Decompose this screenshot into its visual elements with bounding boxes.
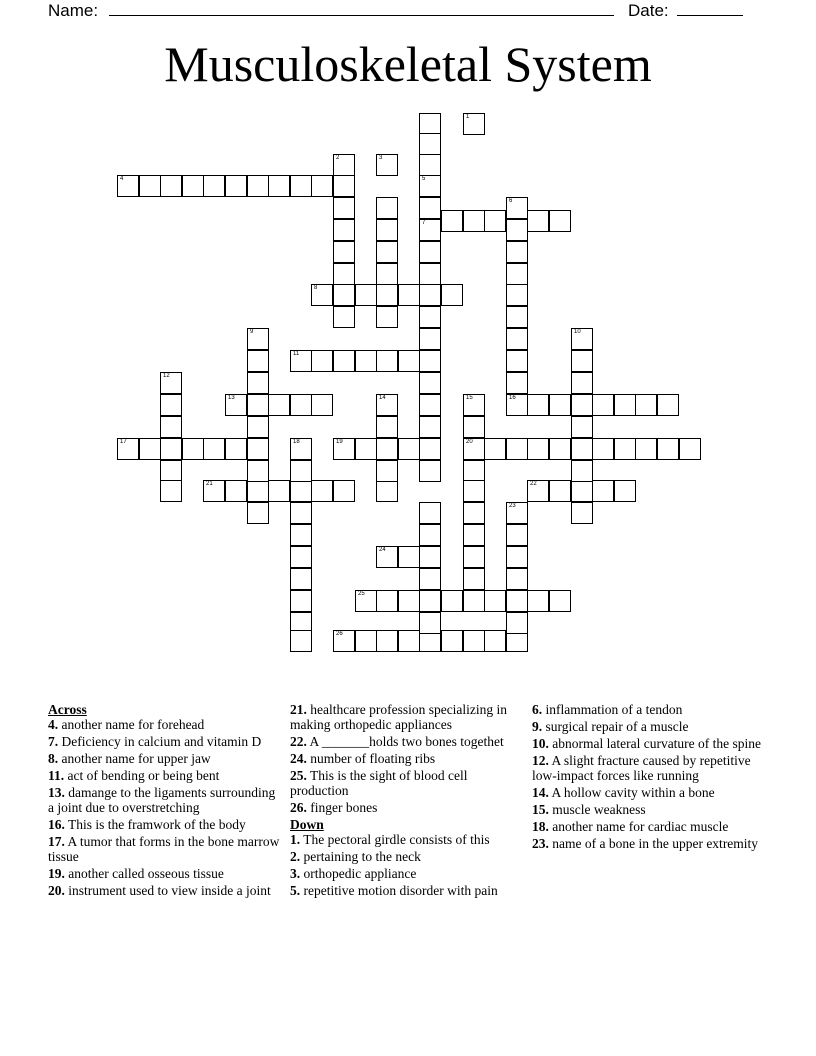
grid-cell[interactable]	[182, 175, 204, 197]
clue-item	[532, 702, 764, 717]
grid-cell[interactable]	[398, 630, 420, 652]
grid-cell[interactable]	[463, 438, 485, 460]
clue-text: A slight fracture caused by repetitive low-impact forces like running	[532, 753, 751, 783]
grid-cell[interactable]	[160, 175, 182, 197]
grid-cell[interactable]	[419, 350, 441, 372]
clue-number-label: 12.	[532, 753, 549, 768]
grid-cell[interactable]	[355, 438, 377, 460]
grid-cell[interactable]	[506, 284, 528, 306]
clue-number: 5	[422, 176, 426, 182]
grid-cell[interactable]	[419, 133, 441, 155]
clue-number: 25	[358, 591, 365, 597]
grid-cell[interactable]	[441, 590, 463, 612]
grid-cell[interactable]	[376, 197, 398, 219]
grid-cell[interactable]	[463, 630, 485, 652]
clue-text: another called osseous tissue	[64, 866, 224, 881]
clue-number: 11	[293, 351, 300, 357]
clues-column-3	[532, 702, 764, 853]
clue-number-label: 8.	[48, 751, 59, 766]
grid-cell[interactable]	[333, 480, 355, 502]
grid-cell[interactable]	[247, 175, 269, 197]
grid-cell[interactable]	[419, 263, 441, 285]
grid-cell[interactable]	[419, 590, 441, 612]
grid-cell[interactable]	[225, 438, 247, 460]
clues-column-2	[290, 702, 522, 900]
clue-item	[532, 836, 764, 851]
grid-cell[interactable]	[571, 460, 593, 482]
grid-cell[interactable]	[376, 546, 398, 568]
clue-number-label: 18.	[532, 819, 549, 834]
grid-cell[interactable]	[160, 372, 182, 394]
grid-cell[interactable]	[311, 350, 333, 372]
grid-cell[interactable]	[333, 630, 355, 652]
clue-number-label: 3.	[290, 866, 301, 881]
grid-cell[interactable]	[549, 480, 571, 502]
grid-cell[interactable]	[160, 480, 182, 502]
clue-item	[532, 753, 764, 783]
grid-cell[interactable]	[441, 630, 463, 652]
clue-number: 21	[206, 481, 213, 487]
clue-number: 22	[530, 481, 537, 487]
clue-text: act of bending or being bent	[64, 768, 220, 783]
clue-number-label: 23.	[532, 836, 549, 851]
grid-cell[interactable]	[355, 350, 377, 372]
down-heading: Down	[290, 817, 324, 832]
clue-number: 17	[120, 439, 127, 445]
grid-cell[interactable]	[247, 350, 269, 372]
grid-cell[interactable]	[160, 394, 182, 416]
grid-cell[interactable]	[527, 394, 549, 416]
grid-cell[interactable]	[419, 113, 441, 135]
clue-number-label: 19.	[48, 866, 65, 881]
grid-cell[interactable]	[311, 480, 333, 502]
page-title: Musculoskeletal System	[164, 36, 652, 92]
clue-item	[532, 736, 764, 751]
grid-cell[interactable]	[679, 438, 701, 460]
grid-cell[interactable]	[376, 154, 398, 176]
grid-cell[interactable]	[506, 438, 528, 460]
clue-text: name of a bone in the upper extremity	[548, 836, 759, 851]
grid-cell[interactable]	[463, 480, 485, 502]
clue-item	[48, 817, 280, 832]
clue-number: 23	[509, 503, 516, 509]
clue-text: This is the framwork of the body	[64, 817, 246, 832]
grid-cell[interactable]	[247, 480, 269, 502]
grid-cell[interactable]	[376, 480, 398, 502]
grid-cell[interactable]	[635, 438, 657, 460]
grid-cell[interactable]	[463, 502, 485, 524]
grid-cell[interactable]	[247, 328, 269, 350]
grid-cell[interactable]	[571, 480, 593, 502]
grid-cell[interactable]	[419, 284, 441, 306]
grid-cell[interactable]	[247, 460, 269, 482]
clue-number: 7	[422, 220, 426, 226]
down-clue-list-continued	[532, 702, 764, 851]
grid-cell[interactable]	[571, 350, 593, 372]
clue-item	[290, 849, 522, 864]
clue-text: another name for forehead	[58, 717, 205, 732]
clue-number-label: 10.	[532, 736, 549, 751]
grid-cell[interactable]	[268, 175, 290, 197]
clue-number: 13	[228, 395, 235, 401]
grid-cell[interactable]	[290, 175, 312, 197]
clue-text: A tumor that forms in the bone marrow tissue	[48, 834, 280, 864]
clue-text: Deficiency in calcium and vitamin D	[58, 734, 262, 749]
clue-number-label: 16.	[48, 817, 65, 832]
grid-cell[interactable]	[376, 263, 398, 285]
grid-cell[interactable]	[182, 438, 204, 460]
grid-cell[interactable]	[484, 630, 506, 652]
name-label: Name:	[48, 1, 99, 20]
clue-number-label: 17.	[48, 834, 65, 849]
grid-cell[interactable]	[506, 502, 528, 524]
clue-number: 24	[379, 547, 386, 553]
grid-cell[interactable]	[463, 524, 485, 546]
grid-cell[interactable]	[268, 480, 290, 502]
clue-number-label: 6.	[532, 702, 543, 717]
grid-cell[interactable]	[355, 590, 377, 612]
date-label: Date:	[628, 1, 669, 20]
grid-cell[interactable]	[463, 394, 485, 416]
clue-number-label: 25.	[290, 768, 307, 783]
grid-cell[interactable]	[290, 394, 312, 416]
grid-cell[interactable]	[463, 546, 485, 568]
grid-cell[interactable]	[139, 438, 161, 460]
grid-cell[interactable]	[290, 460, 312, 482]
clue-number: 15	[466, 395, 473, 401]
grid-cell[interactable]	[527, 210, 549, 232]
grid-cell[interactable]	[441, 210, 463, 232]
clue-text: abnormal lateral curvature of the spine	[548, 736, 762, 751]
clue-number-label: 2.	[290, 849, 301, 864]
grid-cell[interactable]	[376, 219, 398, 241]
clue-text: instrument used to view inside a joint	[64, 883, 271, 898]
clue-number-label: 20.	[48, 883, 65, 898]
clue-text: pertaining to the neck	[300, 849, 421, 864]
grid-cell[interactable]	[527, 590, 549, 612]
grid-cell[interactable]	[376, 306, 398, 328]
grid-cell[interactable]	[333, 241, 355, 263]
grid-cell[interactable]	[419, 416, 441, 438]
grid-cell[interactable]	[506, 524, 528, 546]
clue-text: damange to the ligaments surrounding a joint due to overstretching	[48, 785, 276, 815]
clue-item	[48, 768, 280, 783]
grid-cell[interactable]	[117, 438, 139, 460]
grid-cell[interactable]	[506, 219, 528, 241]
grid-cell[interactable]	[398, 546, 420, 568]
grid-cell[interactable]	[247, 394, 269, 416]
clue-number-label: 13.	[48, 785, 65, 800]
clue-text: muscle weakness	[548, 802, 646, 817]
clue-text: healthcare profession specializing in making orthopedic appliances	[290, 702, 508, 732]
grid-cell[interactable]	[398, 438, 420, 460]
grid-cell[interactable]	[203, 175, 225, 197]
grid-cell[interactable]	[268, 394, 290, 416]
across-heading: Across	[48, 702, 87, 717]
grid-cell[interactable]	[549, 438, 571, 460]
clue-item	[48, 785, 280, 815]
clue-number: 2	[336, 155, 340, 161]
clue-item	[532, 785, 764, 800]
clue-item	[48, 734, 280, 749]
clue-item	[290, 832, 522, 847]
grid-cell[interactable]	[571, 416, 593, 438]
clue-number: 3	[379, 155, 383, 161]
grid-cell[interactable]	[290, 350, 312, 372]
clue-text: number of floating ribs	[306, 751, 436, 766]
grid-cell[interactable]	[160, 438, 182, 460]
grid-cell[interactable]	[419, 306, 441, 328]
grid-cell[interactable]	[527, 480, 549, 502]
grid-cell[interactable]	[376, 460, 398, 482]
clue-text: This is the sight of blood cell production	[290, 768, 468, 798]
clue-text: another name for upper jaw	[58, 751, 211, 766]
grid-cell[interactable]	[506, 590, 528, 612]
clue-number-label: 1.	[290, 832, 301, 847]
grid-cell[interactable]	[225, 175, 247, 197]
clue-number: 18	[293, 439, 300, 445]
grid-cell[interactable]	[571, 438, 593, 460]
grid-cell[interactable]	[506, 568, 528, 590]
clue-number: 16	[509, 395, 516, 401]
clue-item	[290, 734, 522, 749]
grid-cell[interactable]	[419, 197, 441, 219]
clue-item	[48, 717, 280, 732]
grid-cell[interactable]	[290, 524, 312, 546]
across-clue-list	[48, 717, 280, 898]
clue-number: 6	[509, 198, 513, 204]
clue-number-label: 5.	[290, 883, 301, 898]
grid-cell[interactable]	[506, 263, 528, 285]
grid-cell[interactable]	[398, 350, 420, 372]
grid-cell[interactable]	[419, 438, 441, 460]
clue-number: 12	[163, 373, 170, 379]
grid-cell[interactable]	[203, 480, 225, 502]
grid-cell[interactable]	[333, 438, 355, 460]
grid-cell[interactable]	[506, 306, 528, 328]
clue-number: 8	[314, 285, 318, 291]
grid-cell[interactable]	[441, 284, 463, 306]
grid-cell[interactable]	[160, 416, 182, 438]
grid-cell[interactable]	[376, 416, 398, 438]
clue-item	[290, 866, 522, 881]
grid-cell[interactable]	[419, 175, 441, 197]
clue-number-label: 21.	[290, 702, 307, 717]
grid-cell[interactable]	[139, 175, 161, 197]
grid-cell[interactable]	[290, 630, 312, 652]
grid-cell[interactable]	[463, 416, 485, 438]
clue-number-label: 4.	[48, 717, 59, 732]
grid-cell[interactable]	[311, 175, 333, 197]
grid-cell[interactable]	[290, 546, 312, 568]
grid-cell[interactable]	[527, 438, 549, 460]
grid-cell[interactable]	[419, 372, 441, 394]
grid-cell[interactable]	[419, 502, 441, 524]
grid-cell[interactable]	[506, 350, 528, 372]
clue-item	[532, 802, 764, 817]
clue-item	[48, 751, 280, 766]
grid-cell[interactable]	[376, 284, 398, 306]
grid-cell[interactable]	[419, 394, 441, 416]
grid-cell[interactable]	[333, 263, 355, 285]
clue-number: 9	[250, 329, 254, 335]
clue-number: 26	[336, 631, 343, 637]
grid-cell[interactable]	[376, 590, 398, 612]
grid-cell[interactable]	[484, 590, 506, 612]
clue-item	[290, 768, 522, 798]
grid-cell[interactable]	[463, 590, 485, 612]
clue-text: A _______holds two bones togethet	[306, 734, 504, 749]
grid-cell[interactable]	[333, 197, 355, 219]
grid-cell[interactable]	[290, 480, 312, 502]
grid-cell[interactable]	[333, 175, 355, 197]
grid-cell[interactable]	[376, 630, 398, 652]
grid-cell[interactable]	[614, 394, 636, 416]
grid-cell[interactable]	[247, 416, 269, 438]
clue-item	[48, 866, 280, 881]
clue-number: 14	[379, 395, 386, 401]
grid-cell[interactable]	[419, 568, 441, 590]
grid-cell[interactable]	[571, 502, 593, 524]
clue-number: 1	[466, 114, 470, 120]
grid-cell[interactable]	[290, 502, 312, 524]
grid-cell[interactable]	[463, 460, 485, 482]
grid-cell[interactable]	[571, 328, 593, 350]
grid-cell[interactable]	[398, 590, 420, 612]
clue-item	[290, 702, 522, 732]
clue-number: 19	[336, 439, 343, 445]
clue-number: 4	[120, 176, 124, 182]
grid-cell[interactable]	[419, 460, 441, 482]
grid-cell[interactable]	[419, 241, 441, 263]
grid-cell[interactable]	[419, 524, 441, 546]
grid-cell[interactable]	[290, 568, 312, 590]
clue-item	[532, 819, 764, 834]
grid-cell[interactable]	[247, 372, 269, 394]
grid-cell[interactable]	[203, 438, 225, 460]
clue-text: finger bones	[306, 800, 378, 815]
clue-text: orthopedic appliance	[300, 866, 417, 881]
clue-item	[48, 883, 280, 898]
grid-cell[interactable]	[506, 328, 528, 350]
clue-number-label: 24.	[290, 751, 307, 766]
grid-cell[interactable]	[247, 502, 269, 524]
clue-item	[290, 883, 522, 898]
grid-cell[interactable]	[225, 480, 247, 502]
grid-cell[interactable]	[376, 241, 398, 263]
grid-cell[interactable]	[117, 175, 139, 197]
grid-cell[interactable]	[376, 350, 398, 372]
grid-cell[interactable]	[592, 438, 614, 460]
clues-column-1	[48, 702, 280, 900]
grid-cell[interactable]	[506, 612, 528, 634]
grid-cell[interactable]	[592, 480, 614, 502]
clue-text: repetitive motion disorder with pain	[300, 883, 498, 898]
clue-number-label: 15.	[532, 802, 549, 817]
grid-cell[interactable]	[311, 394, 333, 416]
grid-cell[interactable]	[549, 210, 571, 232]
across-clue-list-continued	[290, 702, 522, 815]
clue-item	[290, 751, 522, 766]
clue-number-label: 7.	[48, 734, 59, 749]
grid-cell[interactable]	[506, 241, 528, 263]
grid-cell[interactable]	[333, 154, 355, 176]
grid-cell[interactable]	[614, 480, 636, 502]
grid-cell[interactable]	[333, 306, 355, 328]
clue-number: 10	[574, 329, 581, 335]
grid-cell[interactable]	[506, 197, 528, 219]
clue-number-label: 11.	[48, 768, 65, 783]
clue-text: inflammation of a tendon	[542, 702, 683, 717]
grid-cell[interactable]	[549, 590, 571, 612]
grid-cell[interactable]	[355, 284, 377, 306]
grid-cell[interactable]	[419, 612, 441, 634]
grid-cell[interactable]	[290, 590, 312, 612]
clue-number-label: 14.	[532, 785, 549, 800]
grid-cell[interactable]	[419, 546, 441, 568]
grid-cell[interactable]	[311, 284, 333, 306]
grid-cell[interactable]	[484, 210, 506, 232]
grid-cell[interactable]	[635, 394, 657, 416]
grid-cell[interactable]	[160, 460, 182, 482]
clue-text: another name for cardiac muscle	[548, 819, 729, 834]
clue-item	[532, 719, 764, 734]
grid-cell[interactable]	[225, 394, 247, 416]
down-clue-list	[290, 832, 522, 898]
grid-cell[interactable]	[419, 328, 441, 350]
grid-cell[interactable]	[355, 630, 377, 652]
clue-number: 20	[466, 439, 473, 445]
grid-cell[interactable]	[463, 210, 485, 232]
grid-cell[interactable]	[549, 394, 571, 416]
grid-cell[interactable]	[614, 438, 636, 460]
grid-cell[interactable]	[333, 284, 355, 306]
grid-cell[interactable]	[506, 372, 528, 394]
grid-cell[interactable]	[333, 350, 355, 372]
grid-cell[interactable]	[333, 219, 355, 241]
grid-cell[interactable]	[247, 438, 269, 460]
grid-cell[interactable]	[376, 394, 398, 416]
grid-cell[interactable]	[571, 372, 593, 394]
grid-cell[interactable]	[506, 394, 528, 416]
grid-cell[interactable]	[398, 284, 420, 306]
clue-text: The pectoral girdle consists of this	[300, 832, 490, 847]
clue-item	[290, 800, 522, 815]
clue-number-label: 22.	[290, 734, 307, 749]
grid-cell[interactable]	[419, 219, 441, 241]
grid-cell[interactable]	[463, 568, 485, 590]
clue-item	[48, 834, 280, 864]
clue-number-label: 9.	[532, 719, 543, 734]
clue-text: surgical repair of a muscle	[542, 719, 689, 734]
grid-cell[interactable]	[463, 113, 485, 135]
grid-cell[interactable]	[657, 438, 679, 460]
grid-cell[interactable]	[592, 394, 614, 416]
grid-cell[interactable]	[506, 546, 528, 568]
grid-cell[interactable]	[290, 438, 312, 460]
clue-number-label: 26.	[290, 800, 307, 815]
clue-text: A hollow cavity within a bone	[548, 785, 715, 800]
grid-cell[interactable]	[484, 438, 506, 460]
grid-cell[interactable]	[376, 438, 398, 460]
grid-cell[interactable]	[571, 394, 593, 416]
grid-cell[interactable]	[657, 394, 679, 416]
grid-cell[interactable]	[419, 154, 441, 176]
